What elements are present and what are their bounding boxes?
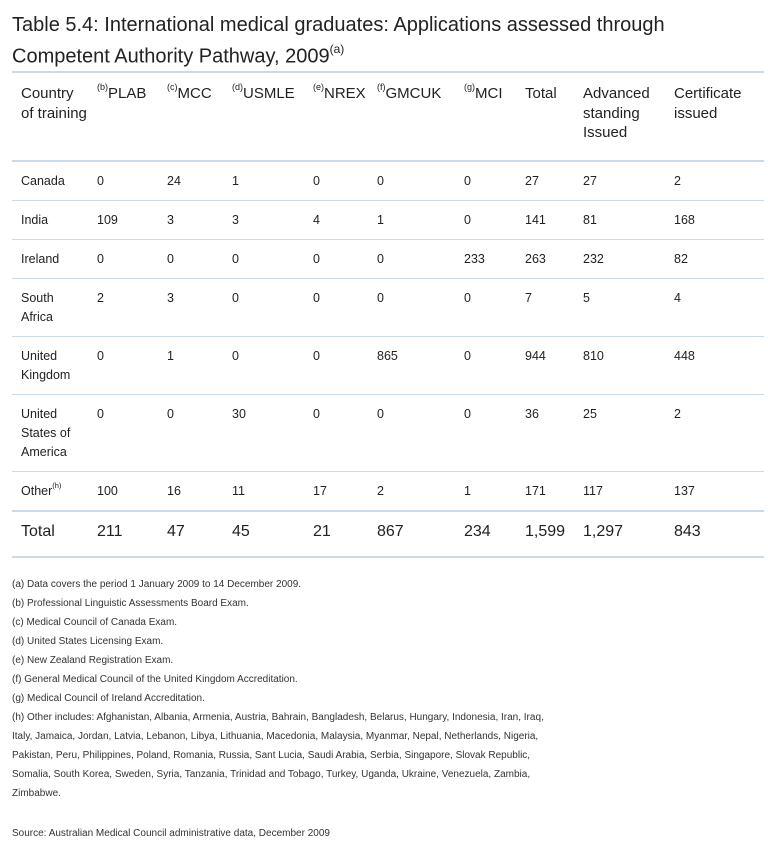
value-cell: 0 [313, 290, 320, 305]
value-cell: 0 [97, 348, 104, 363]
value-cell: 0 [464, 212, 471, 227]
country-cell: Canada [21, 173, 65, 188]
value-cell: 0 [232, 348, 239, 363]
value-cell: 0 [464, 173, 471, 188]
value-cell: 0 [232, 251, 239, 266]
value-cell: 0 [313, 406, 320, 421]
header-usmle: $^{(d)}$USMLE [232, 82, 295, 102]
footnote-mark: (h) [52, 480, 62, 490]
table-row [12, 336, 764, 394]
total-value: 1,297 [583, 522, 624, 540]
header-country: Country of training [21, 85, 87, 122]
footnote: (b) Professional Linguistic Assessments Board Exam. [12, 598, 249, 609]
value-cell: 24 [167, 173, 181, 188]
country-cell: India [21, 212, 49, 227]
table-title-footnote-mark: (a) [329, 42, 345, 56]
table-row [12, 394, 764, 471]
total-value: 843 [674, 522, 701, 540]
value-cell: 3 [167, 290, 174, 305]
value-cell: 109 [97, 212, 118, 227]
value-cell: 3 [232, 212, 239, 227]
footnotes [12, 575, 552, 803]
value-cell: 232 [583, 251, 604, 266]
value-cell: 16 [167, 483, 181, 498]
footnote: (c) Medical Council of Canada Exam. [12, 617, 178, 628]
value-cell: 0 [377, 173, 384, 188]
value-cell: 82 [674, 251, 688, 266]
footnote: (e) New Zealand Registration Exam. [12, 655, 174, 666]
value-cell: 5 [583, 290, 590, 305]
total-label: Total [21, 522, 55, 540]
footnote: (h) Other includes: Afghanistan, Albania, Armenia, Austria, Bahrain, Bangladesh, Belarus, Hungary, Indonesia, Iran, Iraq, Italy, Jamaica, Jordan, Latvia, Lebanon, Libya, Lithuania, Macedonia, Malaysia, Myanmar, Nepal, Netherlands, Nigeria, Pakistan, Peru, Philippines, Poland, Romania, Russia, Sant Lucia, Saudi Arabia, Serbia, Singapore, Slovak Republic, Somalia, South Korea, Sweden, Syria, Tanzania, Trinidad and Tobago, Turkey, Uganda, Ukraine, Venezuela, Zambia, Zimbabwe. [12, 712, 544, 799]
value-cell: 0 [97, 406, 104, 421]
table-row [12, 471, 764, 511]
table-header-row [12, 72, 764, 161]
value-cell: 17 [313, 483, 327, 498]
value-cell: 27 [583, 173, 597, 188]
header-mcc: $^{(c)}$MCC [167, 82, 212, 102]
value-cell: 1 [232, 173, 239, 188]
footnote: (d) United States Licensing Exam. [12, 636, 164, 647]
table-row [12, 200, 764, 239]
value-cell: 0 [313, 251, 320, 266]
table-row [12, 278, 764, 336]
value-cell: 30 [232, 406, 246, 421]
value-cell: 2 [674, 173, 681, 188]
total-value: 234 [464, 522, 491, 540]
value-cell: 3 [167, 212, 174, 227]
value-cell: 0 [313, 348, 320, 363]
value-cell: 1 [167, 348, 174, 363]
total-value: 21 [313, 522, 331, 540]
value-cell: 36 [525, 406, 539, 421]
value-cell: 7 [525, 290, 532, 305]
value-cell: 0 [313, 173, 320, 188]
value-cell: 1 [464, 483, 471, 498]
applications-table [12, 71, 764, 558]
value-cell: 944 [525, 348, 546, 363]
header-nrex: $^{(e)}$NREX [313, 82, 366, 102]
value-cell: 2 [97, 290, 104, 305]
total-value: 211 [97, 522, 123, 540]
total-value: 1,599 [525, 522, 566, 540]
table-title [12, 12, 752, 70]
value-cell: 233 [464, 251, 485, 266]
value-cell: 2 [377, 483, 384, 498]
data-table-container [12, 71, 764, 558]
table-row [12, 161, 764, 201]
total-row [12, 511, 764, 557]
header-mci: $^{(g)}$MCI [464, 82, 503, 102]
source-note: Source: Australian Medical Council administrative data, December 2009 [12, 828, 330, 839]
value-cell: 25 [583, 406, 597, 421]
total-value: 867 [377, 522, 404, 540]
country-cell: United States of America [21, 406, 71, 459]
value-cell: 0 [167, 251, 174, 266]
header-plab: $^{(b)}$PLAB [97, 82, 147, 102]
table-title-text: Table 5.4: International medical graduates: Applications assessed through Competent Authority Pathway, 2009 [12, 14, 665, 68]
value-cell: 263 [525, 251, 546, 266]
value-cell: 100 [97, 483, 118, 498]
header-advanced-standing: Advanced standing Issued [583, 85, 650, 141]
footnote: (f) General Medical Council of the United Kingdom Accreditation. [12, 674, 298, 685]
value-cell: 4 [313, 212, 320, 227]
value-cell: 0 [97, 173, 104, 188]
value-cell: 0 [232, 290, 239, 305]
country-cell: South Africa [21, 290, 54, 324]
value-cell: 0 [167, 406, 174, 421]
value-cell: 0 [464, 406, 471, 421]
value-cell: 137 [674, 483, 695, 498]
value-cell: 1 [377, 212, 384, 227]
value-cell: 4 [674, 290, 681, 305]
total-value: 47 [167, 522, 185, 540]
value-cell: 168 [674, 212, 695, 227]
header-gmcuk: $^{(f)}$GMCUK [377, 82, 442, 102]
value-cell: 0 [377, 290, 384, 305]
value-cell: 0 [464, 348, 471, 363]
value-cell: 117 [583, 483, 603, 498]
total-value: 45 [232, 522, 250, 540]
country-cell: Ireland [21, 251, 60, 266]
value-cell: 2 [674, 406, 681, 421]
value-cell: 141 [525, 212, 546, 227]
header-certificate: Certificate issued [674, 85, 742, 122]
value-cell: 27 [525, 173, 539, 188]
value-cell: 171 [525, 483, 546, 498]
country-cell: United Kingdom [21, 348, 71, 382]
footnote: (a) Data covers the period 1 January 2009 to 14 December 2009. [12, 579, 302, 590]
table-row [12, 239, 764, 278]
country-cell: Other$^{(h)}$ [21, 480, 62, 498]
footnote: (g) Medical Council of Ireland Accreditation. [12, 693, 205, 704]
value-cell: 448 [674, 348, 695, 363]
value-cell: 81 [583, 212, 597, 227]
value-cell: 0 [97, 251, 104, 266]
value-cell: 810 [583, 348, 604, 363]
header-total: Total [525, 85, 557, 102]
value-cell: 0 [377, 251, 384, 266]
value-cell: 11 [232, 483, 245, 498]
value-cell: 865 [377, 348, 398, 363]
value-cell: 0 [377, 406, 384, 421]
value-cell: 0 [464, 290, 471, 305]
